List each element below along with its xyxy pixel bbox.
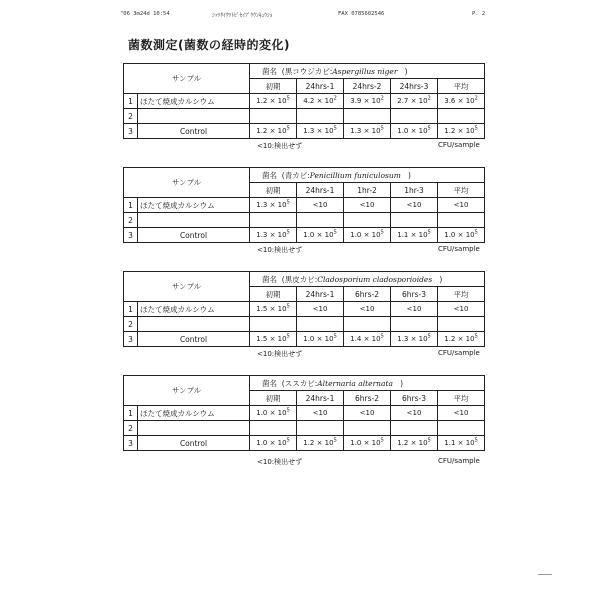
organism-latin: Alternaria alternata [317,378,393,388]
count-mantissa: 1.3 × 10 [256,201,287,209]
count-cell [250,198,297,213]
count-exponent: 5 [380,437,384,444]
count-cell [250,436,297,451]
count-mantissa: <10 [359,201,375,209]
table-row [124,421,485,436]
organism-header [250,272,485,287]
table-row [124,213,485,228]
fax-number: FAX 0785602546 [338,11,385,17]
count-cell [344,109,391,124]
count-cell [297,332,344,347]
document-title: 菌数測定(菌数の経時的変化) [128,38,290,52]
count-exponent: 5 [286,125,290,132]
sample-name: Control [138,332,250,347]
count-cell [438,421,485,436]
count-cell [297,124,344,139]
count-cell [344,124,391,139]
sample-header: サンプル [171,386,202,395]
count-cell [438,198,485,213]
sample-name [138,109,250,124]
organism-name: (青カビ: [281,170,310,180]
count-cell [344,94,391,109]
count-mantissa: 1.3 × 10 [397,335,428,343]
count-cell [391,332,438,347]
count-cell [344,406,391,421]
count-mantissa: 1.2 × 10 [256,127,287,135]
count-mantissa: 3.9 × 10 [350,97,381,105]
row-number: 2 [124,421,138,436]
count-cell [250,213,297,228]
time-header: 24hrs-1 [297,391,344,406]
time-header: 24hrs-1 [297,287,344,302]
time-header: 6hrs-2 [344,287,391,302]
row-number: 2 [124,317,138,332]
time-header: 1hr-3 [391,183,438,198]
count-exponent: 5 [474,125,478,132]
count-exponent: 5 [333,333,337,340]
count-cell [344,317,391,332]
count-cell [344,421,391,436]
time-header: 初期 [250,79,297,94]
count-exponent: 5 [380,333,384,340]
organism-label: 菌名 [262,378,278,388]
count-mantissa: 1.0 × 10 [256,409,287,417]
count-mantissa: 1.2 × 10 [444,335,475,343]
count-mantissa: 1.3 × 10 [256,231,287,239]
count-cell [344,302,391,317]
table-row [124,406,485,421]
row-number: 3 [124,124,138,139]
count-exponent: 5 [286,95,290,102]
count-exponent: 5 [333,125,337,132]
count-mantissa: 3.6 × 10 [444,97,475,105]
count-cell [391,124,438,139]
count-cell [297,406,344,421]
count-mantissa: <10 [312,409,328,417]
count-exponent: 5 [427,125,431,132]
count-exponent: 5 [333,229,337,236]
count-cell [438,94,485,109]
count-mantissa: <10 [406,409,422,417]
count-exponent: 5 [427,229,431,236]
count-cell [438,406,485,421]
row-number: 1 [124,94,138,109]
count-cell [391,228,438,243]
row-number: 2 [124,213,138,228]
result-table [123,63,485,139]
sample-name: ほたて焼成カルシウム [138,406,250,421]
count-mantissa: 1.0 × 10 [350,231,381,239]
count-cell [250,94,297,109]
count-cell [297,213,344,228]
count-exponent: 5 [286,199,290,206]
detection-note: <10:検出せず [257,246,303,254]
organism-close: ) [404,66,408,76]
sample-name: Control [138,436,250,451]
count-mantissa: 1.5 × 10 [256,305,287,313]
time-header: 24hrs-1 [297,79,344,94]
count-cell [344,228,391,243]
time-header: 1hr-2 [344,183,391,198]
fax-header [120,11,490,21]
count-exponent: 5 [474,229,478,236]
time-header: 24hrs-2 [344,79,391,94]
count-cell [344,436,391,451]
detection-note: <10:検出せず [257,458,303,466]
count-exponent: 5 [380,125,384,132]
sample-name [138,421,250,436]
fax-sender: ｼｯﾂﾀｲｳﾂﾄﾋﾟｾｲﾌﾟｳｳﾝｷｭｳｼｮ [212,13,273,19]
count-cell [297,317,344,332]
count-exponent: 5 [286,407,290,414]
table-row [124,302,485,317]
fax-page-number: P. 2 [472,11,486,17]
count-mantissa: <10 [406,201,422,209]
count-cell [391,109,438,124]
count-exponent: 5 [286,303,290,310]
count-cell [438,213,485,228]
time-header: 平均 [438,287,485,302]
count-cell [391,406,438,421]
row-number: 1 [124,198,138,213]
count-exponent: 5 [286,229,290,236]
table-row [124,109,485,124]
count-exponent: 5 [427,333,431,340]
organism-label: 菌名 [262,170,278,180]
time-header: 初期 [250,183,297,198]
count-cell [297,302,344,317]
count-cell [438,109,485,124]
count-mantissa: 1.3 × 10 [350,127,381,135]
time-header: 初期 [250,391,297,406]
count-cell [250,421,297,436]
time-header: 24hrs-1 [297,183,344,198]
count-exponent: 5 [380,229,384,236]
count-cell [438,124,485,139]
count-cell [250,228,297,243]
count-cell [297,436,344,451]
table-row [124,228,485,243]
table-row [124,198,485,213]
sample-header-cell [124,376,250,406]
organism-close: ) [439,274,443,284]
page-divider-mark [538,574,552,575]
count-mantissa: 1.0 × 10 [444,231,475,239]
table-row [124,317,485,332]
organism-header [250,64,485,79]
sample-header: サンプル [171,74,202,83]
sample-name: Control [138,124,250,139]
count-mantissa: 1.3 × 10 [303,127,334,135]
count-exponent: 5 [286,333,290,340]
count-exponent: 5 [474,437,478,444]
count-cell [391,198,438,213]
detection-note: <10:検出せず [257,142,303,150]
count-cell [250,124,297,139]
count-mantissa: 1.0 × 10 [303,335,334,343]
count-mantissa: 1.2 × 10 [256,97,287,105]
table-row [124,124,485,139]
sample-name [138,213,250,228]
count-cell [344,198,391,213]
sample-header: サンプル [171,282,202,291]
table-row [124,436,485,451]
sample-name: ほたて焼成カルシウム [138,94,250,109]
unit-label: CFU/sample [438,349,480,357]
sample-name: Control [138,228,250,243]
count-mantissa: 1.0 × 10 [350,439,381,447]
organism-close: ) [407,170,411,180]
count-mantissa: 1.2 × 10 [397,439,428,447]
organism-label: 菌名 [262,274,278,284]
result-table [123,375,485,451]
table-row [124,332,485,347]
count-mantissa: 1.5 × 10 [256,335,287,343]
sample-name: ほたて焼成カルシウム [138,302,250,317]
sample-header-cell [124,64,250,94]
time-header: 6hrs-2 [344,391,391,406]
unit-label: CFU/sample [438,457,480,465]
count-mantissa: 1.0 × 10 [397,127,428,135]
table-row [124,94,485,109]
count-exponent: 5 [333,437,337,444]
count-cell [438,302,485,317]
count-mantissa: 1.4 × 10 [350,335,381,343]
count-cell [391,213,438,228]
organism-latin: Penicillium funiculosum [309,170,401,180]
count-mantissa: 1.2 × 10 [303,439,334,447]
organism-name: (黒コウジカビ: [281,66,333,76]
organism-header [250,168,485,183]
time-header: 6hrs-3 [391,287,438,302]
count-mantissa: <10 [453,305,469,313]
count-mantissa: 1.1 × 10 [397,231,428,239]
sample-header: サンプル [171,178,202,187]
count-cell [297,109,344,124]
count-cell [438,332,485,347]
organism-header [250,376,485,391]
count-mantissa: 1.0 × 10 [256,439,287,447]
count-cell [391,94,438,109]
count-mantissa: 1.0 × 10 [303,231,334,239]
sample-header-cell [124,272,250,302]
time-header: 初期 [250,287,297,302]
unit-label: CFU/sample [438,141,480,149]
count-cell [438,317,485,332]
row-number: 3 [124,436,138,451]
count-cell [250,317,297,332]
count-cell [297,228,344,243]
time-header: 平均 [438,79,485,94]
count-cell [438,228,485,243]
count-exponent: 2 [380,95,384,102]
organism-name: (ススカビ: [281,378,318,388]
count-cell [297,421,344,436]
organism-name: (黒皮カビ: [281,274,318,284]
count-cell [344,213,391,228]
row-number: 3 [124,332,138,347]
row-number: 2 [124,109,138,124]
organism-latin: Aspergillus niger [332,66,398,76]
count-cell [391,421,438,436]
count-exponent: 2 [427,95,431,102]
count-cell [438,436,485,451]
count-mantissa: <10 [359,305,375,313]
time-header: 平均 [438,391,485,406]
detection-note: <10:検出せず [257,350,303,358]
count-cell [250,406,297,421]
count-cell [250,109,297,124]
count-exponent: 5 [286,437,290,444]
count-cell [391,302,438,317]
count-mantissa: <10 [312,201,328,209]
count-mantissa: <10 [453,201,469,209]
result-table [123,271,485,347]
count-cell [344,332,391,347]
count-cell [297,94,344,109]
count-cell [250,302,297,317]
count-mantissa: <10 [312,305,328,313]
count-mantissa: 2.7 × 10 [397,97,428,105]
count-cell [391,436,438,451]
sample-header-cell [124,168,250,198]
organism-latin: Cladosporium cladosporioides [317,274,433,284]
count-exponent: 5 [474,333,478,340]
organism-close: ) [400,378,404,388]
result-table [123,167,485,243]
count-exponent: 2 [333,95,337,102]
count-exponent: 5 [427,437,431,444]
count-exponent: 2 [474,95,478,102]
count-mantissa: <10 [453,409,469,417]
count-mantissa: 1.1 × 10 [444,439,475,447]
count-cell [391,317,438,332]
sample-name [138,317,250,332]
count-mantissa: 4.2 × 10 [303,97,334,105]
time-header: 24hrs-3 [391,79,438,94]
count-mantissa: <10 [406,305,422,313]
row-number: 3 [124,228,138,243]
sample-name: ほたて焼成カルシウム [138,198,250,213]
row-number: 1 [124,302,138,317]
count-cell [250,332,297,347]
row-number: 1 [124,406,138,421]
organism-label: 菌名 [262,66,278,76]
time-header: 平均 [438,183,485,198]
count-mantissa: 1.2 × 10 [444,127,475,135]
count-cell [297,198,344,213]
unit-label: CFU/sample [438,245,480,253]
fax-datetime: "06 3m24d 10:54 [120,11,170,17]
time-header: 6hrs-3 [391,391,438,406]
count-mantissa: <10 [359,409,375,417]
